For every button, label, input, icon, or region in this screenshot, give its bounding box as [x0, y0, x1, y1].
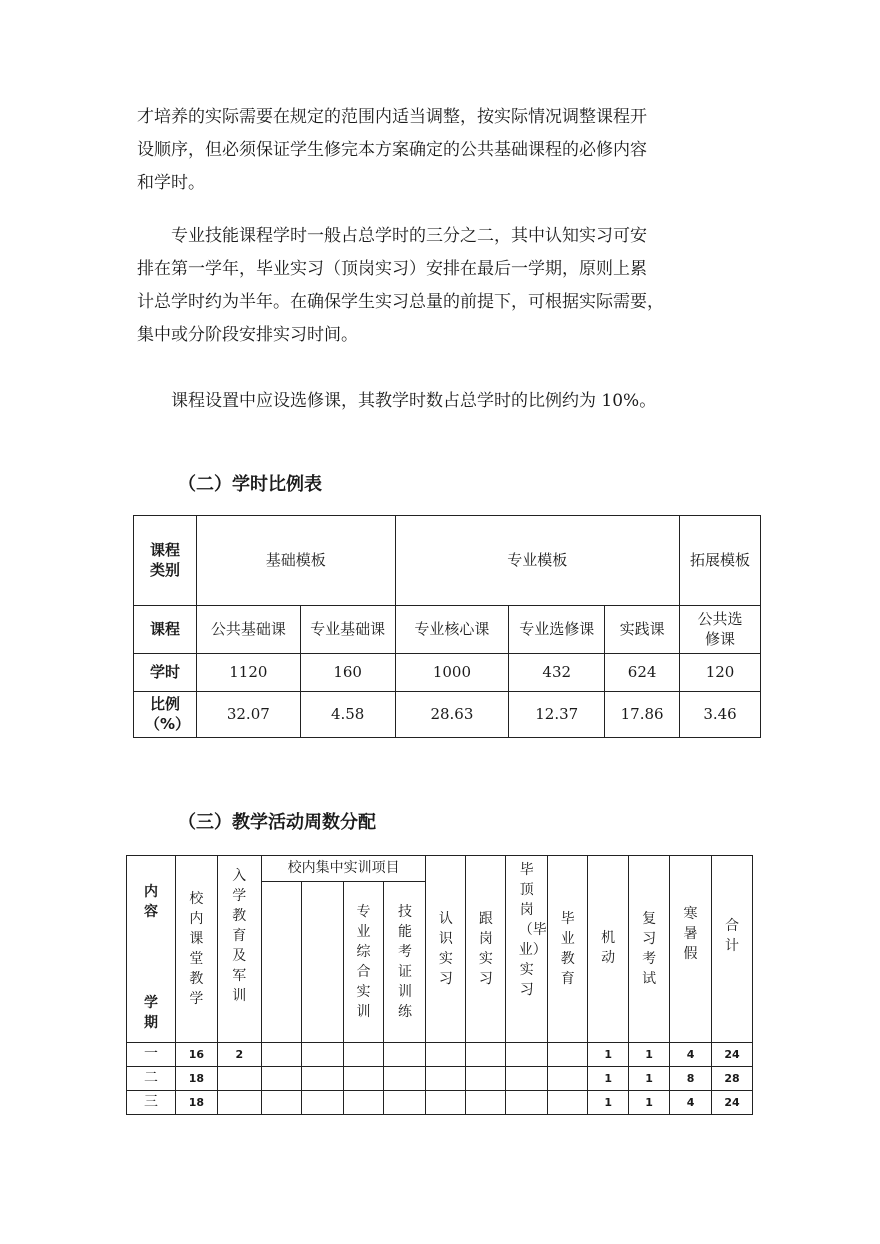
header-entrance-military: 入学教育及军训	[217, 856, 261, 1043]
hours-value: 432	[509, 654, 605, 692]
paragraph-1	[137, 101, 777, 200]
header-total: 合计	[711, 856, 752, 1043]
week-allocation-table	[126, 855, 753, 1115]
ratio-value: 28.63	[395, 692, 509, 738]
header-comprehensive-training: 专业综合实训	[343, 882, 384, 1043]
paragraph-2	[137, 220, 777, 352]
row-label-ratio: 比例（%）	[134, 692, 197, 738]
row-label-hours: 学时	[134, 654, 197, 692]
corner-content-label: 内容	[143, 884, 158, 920]
section-heading-hours-ratio: （二）学时比例表	[178, 474, 322, 495]
course-name: 实践课	[605, 606, 680, 654]
hours-ratio-table	[133, 515, 761, 738]
classroom-weeks: 16	[175, 1043, 217, 1067]
text-line: 排在第一学年，毕业实习（顶岗实习）安排在最后一学期，原则上累	[137, 259, 647, 279]
course-name: 公共基础课	[196, 606, 300, 654]
flexible-weeks: 1	[588, 1067, 629, 1091]
table-row	[127, 1067, 753, 1091]
classroom-weeks: 18	[175, 1067, 217, 1091]
header-cognition-practice: 认识实习	[426, 856, 466, 1043]
text-line: 集中或分阶段安排实习时间。	[137, 325, 358, 345]
holiday-weeks: 8	[670, 1067, 712, 1091]
header-flexible: 机动	[588, 856, 629, 1043]
paragraph-3	[137, 385, 777, 418]
course-name: 专业基础课	[300, 606, 395, 654]
term-label: 二	[127, 1067, 176, 1091]
review-weeks: 1	[629, 1091, 670, 1115]
text-line: 设顺序，但必须保证学生修完本方案确定的公共基础课程的必修内容	[137, 140, 647, 160]
header-classroom-teaching: 校内课堂教学	[175, 856, 217, 1043]
header-holiday: 寒暑假	[670, 856, 712, 1043]
ratio-value: 12.37	[509, 692, 605, 738]
classroom-weeks: 18	[175, 1091, 217, 1115]
hours-value: 1000	[395, 654, 509, 692]
ratio-value: 3.46	[680, 692, 761, 738]
total-weeks: 24	[711, 1043, 752, 1067]
header-follow-post-practice: 跟岗实习	[466, 856, 506, 1043]
header-graduation-education: 毕业教育	[548, 856, 588, 1043]
hours-value: 120	[680, 654, 761, 692]
row-label-course-category: 课程类别	[134, 516, 197, 606]
text-line: 专业技能课程学时一般占总学时的三分之二，其中认知实习可安	[137, 226, 647, 246]
ratio-value: 4.58	[300, 692, 395, 738]
hours-value: 624	[605, 654, 680, 692]
header-graduation-practice: 毕顶岗（毕业）实习	[506, 856, 548, 1043]
flexible-weeks: 1	[588, 1043, 629, 1067]
holiday-weeks: 4	[670, 1091, 712, 1115]
flexible-weeks: 1	[588, 1091, 629, 1115]
header-skills-certification: 技能考证训练	[384, 882, 426, 1043]
ratio-value: 32.07	[196, 692, 300, 738]
review-weeks: 1	[629, 1067, 670, 1091]
entrance-weeks	[217, 1091, 261, 1115]
table-corner-header	[127, 856, 176, 1043]
header-training-sub-blank	[261, 882, 301, 1043]
row-label-course: 课程	[134, 606, 197, 654]
text-line: 和学时。	[137, 173, 205, 193]
text-line: 课程设置中应设选修课，其教学时数占总学时的比例约为 10%。	[137, 391, 657, 411]
group-extension-module: 拓展模板	[680, 516, 761, 606]
course-name: 专业选修课	[509, 606, 605, 654]
term-label: 一	[127, 1043, 176, 1067]
holiday-weeks: 4	[670, 1043, 712, 1067]
text-line: 计总学时约为半年。在确保学生实习总量的前提下，可根据实际需要，	[137, 292, 664, 312]
course-name: 专业核心课	[395, 606, 509, 654]
corner-term-label: 学期	[143, 995, 158, 1031]
header-review-exam: 复习考试	[629, 856, 670, 1043]
group-professional-module: 专业模板	[395, 516, 680, 606]
entrance-weeks: 2	[217, 1043, 261, 1067]
ratio-value: 17.86	[605, 692, 680, 738]
term-label: 三	[127, 1091, 176, 1115]
text-line: 才培养的实际需要在规定的范围内适当调整，按实际情况调整课程开	[137, 107, 647, 127]
total-weeks: 24	[711, 1091, 752, 1115]
entrance-weeks	[217, 1067, 261, 1091]
hours-value: 160	[300, 654, 395, 692]
header-training-sub-blank	[301, 882, 343, 1043]
course-name: 公共选修课	[680, 606, 761, 654]
section-heading-week-allocation: （三）教学活动周数分配	[178, 812, 376, 833]
total-weeks: 28	[711, 1067, 752, 1091]
table-row	[127, 1043, 753, 1067]
hours-value: 1120	[196, 654, 300, 692]
header-campus-training-group: 校内集中实训项目	[261, 856, 426, 882]
group-basic-module: 基础模板	[196, 516, 395, 606]
review-weeks: 1	[629, 1043, 670, 1067]
table-row	[127, 1091, 753, 1115]
